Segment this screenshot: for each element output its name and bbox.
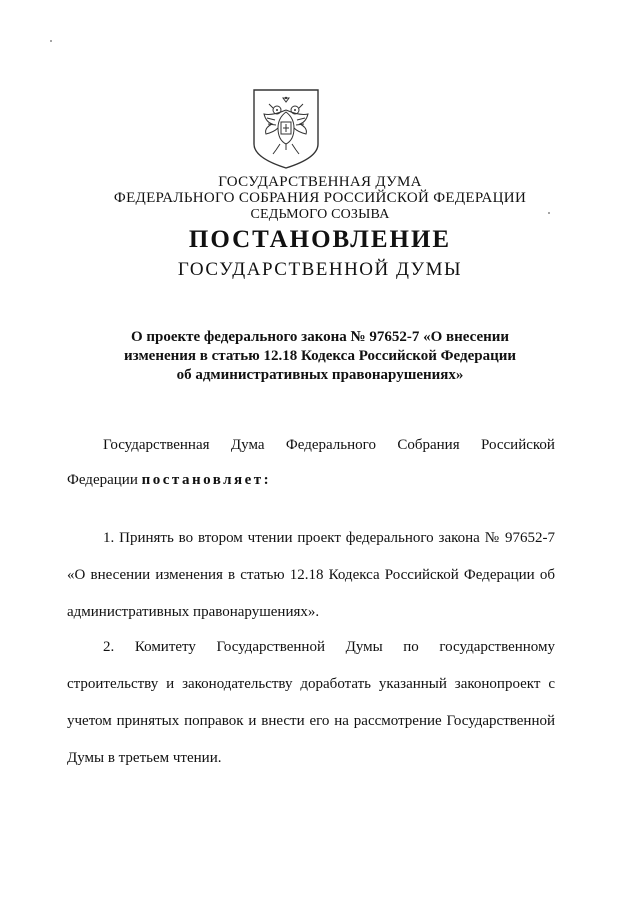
subject-line: О проекте федерального закона № 97652-7 «О внесении <box>130 329 510 345</box>
preamble-word: Российской <box>481 437 555 453</box>
document-type-title: ПОСТАНОВЛЕНИЕ <box>188 226 452 253</box>
preamble-text: Федерации <box>67 472 138 488</box>
item-line: Думы в третьем чтении. <box>67 750 222 766</box>
preamble-verb: постановляет: <box>141 472 272 488</box>
document-subject <box>0 328 640 385</box>
org-name-line2: ФЕДЕРАЛЬНОГО СОБРАНИЯ РОССИЙСКОЙ ФЕДЕРАЦИИ <box>113 190 527 206</box>
preamble-line1 <box>103 437 555 454</box>
item-line: строительству и законодательству доработать указанный законопроект с <box>67 676 555 692</box>
preamble-word: Дума <box>230 437 265 453</box>
item-line: 2. Комитету Государственной Думы по государственному <box>103 639 555 655</box>
subject-line: об административных правонарушениях» <box>176 367 464 383</box>
convocation-line: СЕДЬМОГО СОЗЫВА <box>250 207 390 222</box>
scan-speck <box>548 212 550 214</box>
org-name-line1: ГОСУДАРСТВЕННАЯ ДУМА <box>218 174 422 190</box>
resolution-item-2 <box>67 629 555 777</box>
scan-speck <box>50 40 52 42</box>
item-line: административных правонарушениях». <box>67 604 320 620</box>
resolution-item-1 <box>67 520 555 631</box>
preamble-word: Государственная <box>103 437 210 453</box>
item-line: «О внесении изменения в статью 12.18 Кодекса Российской Федерации об <box>67 567 555 583</box>
preamble-word: Собрания <box>397 437 460 453</box>
item-line: учетом принятых поправок и внести его на рассмотрение Государственной <box>67 713 555 729</box>
item-line: 1. Принять во втором чтении проект федерального закона № 97652-7 <box>103 530 555 546</box>
preamble-word: Федерального <box>285 437 376 453</box>
subject-line: изменения в статью 12.18 Кодекса Российской Федерации <box>123 348 516 364</box>
coat-of-arms-icon <box>250 88 322 170</box>
preamble-line2 <box>67 472 271 489</box>
document-issuer-subtitle: ГОСУДАРСТВЕННОЙ ДУМЫ <box>177 259 463 280</box>
